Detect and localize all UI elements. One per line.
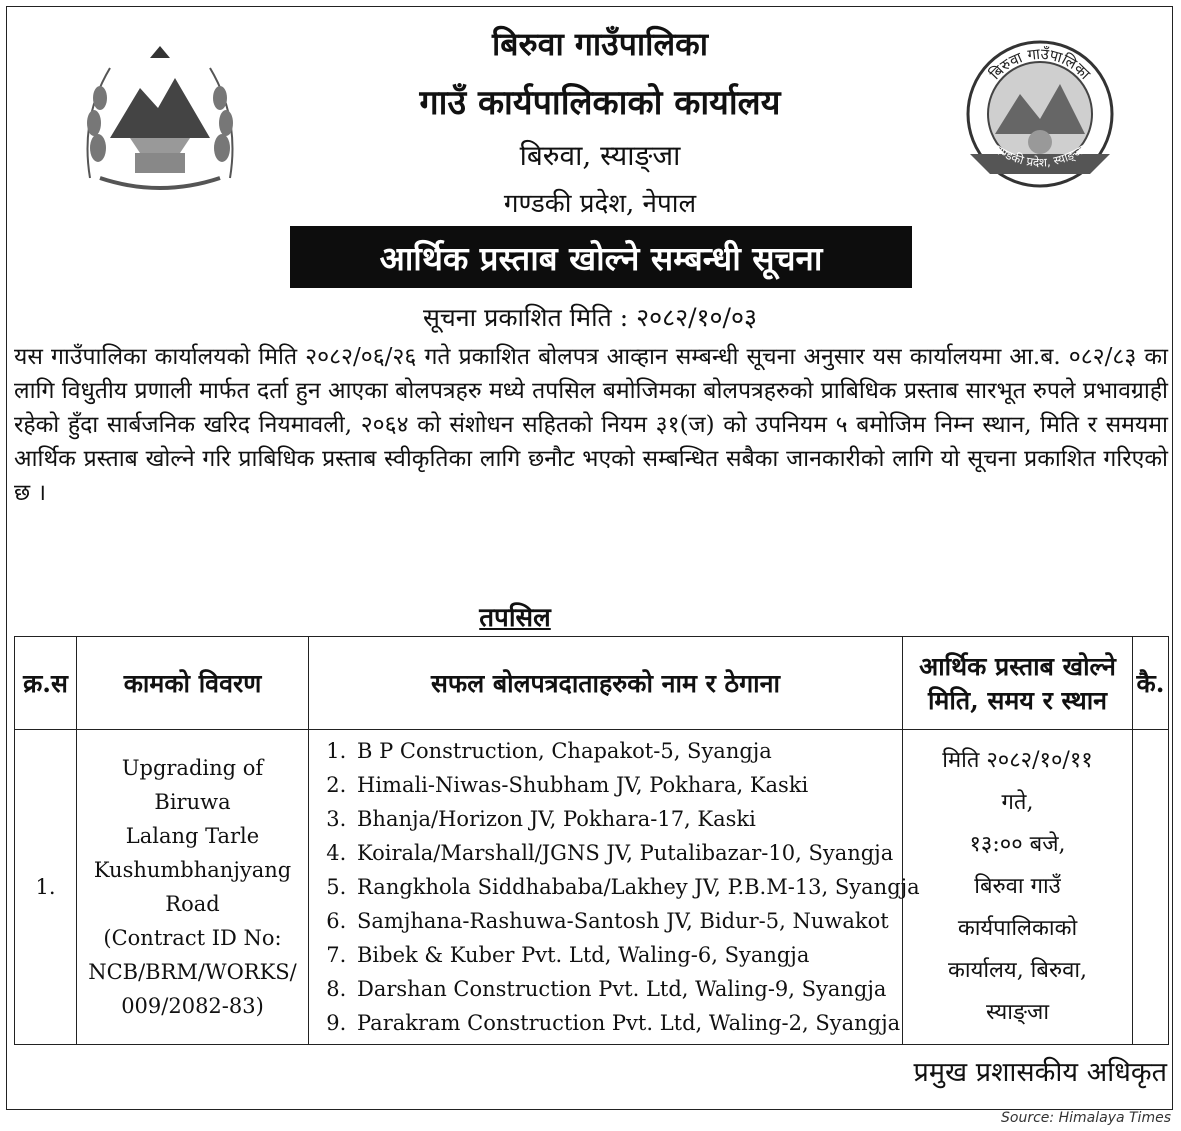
- opening-line: स्याङ्जा: [985, 1000, 1050, 1025]
- bidder-item: 9. Parakram Construction Pvt. Ltd, Waling-2, Syangja: [353, 1006, 902, 1040]
- bidder-item: 1. B P Construction, Chapakot-5, Syangja: [353, 734, 902, 768]
- work-line: (Contract ID No:: [103, 926, 282, 950]
- municipality-logo: [950, 24, 1130, 204]
- officer-signature: प्रमुख प्रशासकीय अधिकृत: [913, 1057, 1167, 1088]
- header-work: कामको विवरण: [77, 637, 309, 730]
- work-line: Upgrading of Biruwa: [121, 756, 264, 814]
- opening-line: मिति २०८२/१०/११: [942, 748, 1093, 773]
- header-sn: क्र.स: [15, 637, 77, 730]
- svg-text:बिरुवा गाउँपालिका: बिरुवा गाउँपालिका: [985, 44, 1094, 84]
- opening-line: बिरुवा गाउँ: [974, 874, 1061, 899]
- header-opening-line2: मिति, समय र स्थान: [927, 686, 1108, 715]
- work-line: Kushumbhanjyang: [93, 858, 292, 882]
- header-bidders: सफल बोलपत्रदाताहरुको नाम र ठेगाना: [309, 637, 903, 730]
- notice-title-banner: आर्थिक प्रस्ताब खोल्ने सम्बन्धी सूचना: [290, 226, 912, 288]
- bidders-table: [14, 636, 1169, 1045]
- work-line: Road: [165, 892, 220, 916]
- row-opening: [903, 730, 1133, 1045]
- work-line: Lalang Tarle: [125, 824, 260, 848]
- opening-line: १३:०० बजे,: [969, 832, 1066, 857]
- opening-line: कार्यालय, बिरुवा,: [947, 958, 1088, 983]
- province-address: गण्डकी प्रदेश, नेपाल: [503, 189, 697, 219]
- row-work: [77, 730, 309, 1045]
- table-row: [15, 730, 1169, 1045]
- publish-date: सूचना प्रकाशित मिति : २०८२/१०/०३: [423, 303, 757, 332]
- office-address: बिरुवा, स्याङ्जा: [519, 139, 681, 172]
- bidder-item: 4. Koirala/Marshall/JGNS JV, Putalibazar-10, Syangja: [353, 836, 902, 870]
- header-opening: [903, 637, 1133, 730]
- work-line: NCB/BRM/WORKS/: [88, 960, 297, 984]
- header-remarks: कै.: [1133, 637, 1169, 730]
- municipality-name: बिरुवा गाउँपालिका: [491, 25, 709, 63]
- header-opening-line1: आर्थिक प्रस्ताब खोल्ने: [919, 652, 1116, 681]
- svg-text:गण्डकी प्रदेश, स्याङ्जा: गण्डकी प्रदेश, स्याङ्जा: [992, 142, 1088, 170]
- schedule-heading: तपसिल: [479, 603, 551, 633]
- bidder-item: 6. Samjhana-Rashuwa-Santosh JV, Bidur-5, Nuwakot: [353, 904, 902, 938]
- bidder-item: 2. Himali-Niwas-Shubham JV, Pokhara, Kaski: [353, 768, 902, 802]
- opening-line: गते,: [1001, 790, 1034, 815]
- bidder-item: 7. Bibek & Kuber Pvt. Ltd, Waling-6, Syangja: [353, 938, 902, 972]
- bidder-item: 3. Bhanja/Horizon JV, Pokhara-17, Kaski: [353, 802, 902, 836]
- bidder-item: 8. Darshan Construction Pvt. Ltd, Waling-9, Syangja: [353, 972, 902, 1006]
- notice-body: यस गाउँपालिका कार्यालयको मिति २०८२/०६/२६ गते प्रकाशित बोलपत्र आव्हान सम्बन्धी सूचना अनुसार यस कार्यालयमा आ.ब. ०८२/८३ का लागि विधुतीय प्रणाली मार्फत दर्ता हुन आएका बोलपत्रहरु मध्ये तपसिल बमोजिमका बोलपत्रहरुको प्राबिधिक प्रस्ताब सारभूत रुपले प्रभावग्राही रहेको हुँदा सार्बजनिक खरिद नियमावली, २०६४ को संशोधन सहितको नियम ३१(ज) को उपनियम ५ बमोजिम निम्न स्थान, मिति र समयमा आर्थिक प्रस्ताब खोल्ने गरि प्राबिधिक प्रस्ताब स्वीकृतिका लागि छनौट भएको सम्बन्धित सबैका जानकारीको लागि यो सूचना प्रकाशित गरिएको छ ।: [14, 344, 1168, 506]
- row-sn: 1.: [15, 730, 77, 1045]
- bidder-item: 5. Rangkhola Siddhababa/Lakhey JV, P.B.M-13, Syangja: [353, 870, 902, 904]
- opening-line: कार्यपालिकाको: [957, 916, 1078, 941]
- source-credit: Source: Himalaya Times: [1001, 1110, 1171, 1126]
- office-name: गाउँ कार्यपालिकाको कार्यालय: [419, 83, 781, 123]
- row-remarks: [1133, 730, 1169, 1045]
- row-bidders: [309, 730, 920, 1045]
- work-line: 009/2082-83): [121, 994, 264, 1018]
- table-header-row: [15, 637, 1169, 730]
- nepal-government-emblem: [70, 28, 250, 198]
